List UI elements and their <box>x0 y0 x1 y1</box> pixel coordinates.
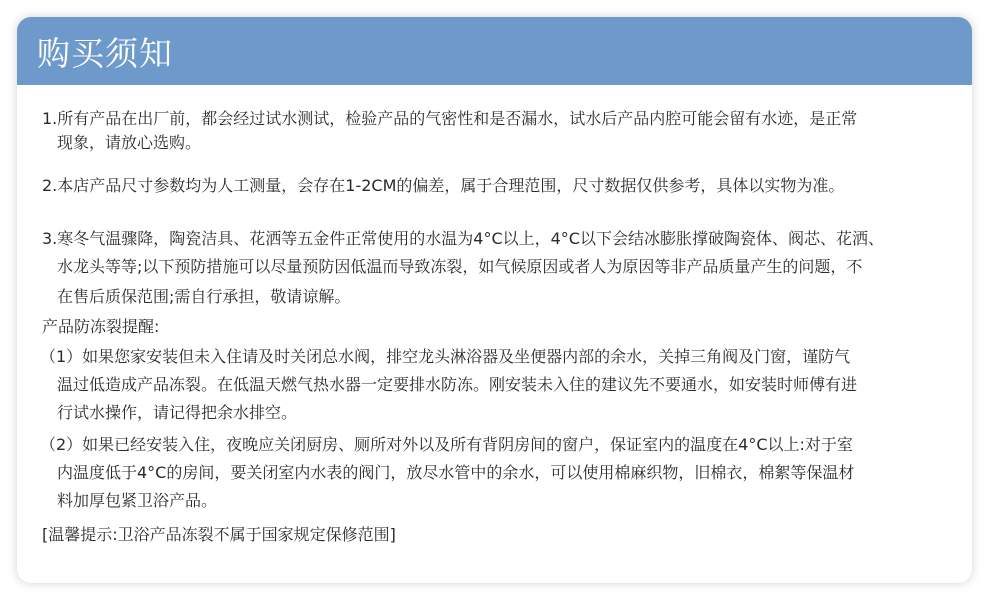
note-3-line-1: 3.寒冬气温骤降，陶瓷洁具、花洒等五金件正常使用的水温为4°C以上，4°C以下会结冰膨胀撑破陶瓷体、阀芯、花洒、 <box>42 229 884 248</box>
note-1-line-1: 1.所有产品在出厂前，都会经过试水测试，检验产品的气密性和是否漏水，试水后产品内腔可能会留有水迹，是正常 <box>42 109 858 128</box>
page-title: 购买须知 <box>37 33 173 73</box>
note-3-line-3: 在售后质保范围;需自行承担，敬请谅解。 <box>57 287 351 306</box>
notice-header <box>17 17 972 85</box>
note-1-line-2: 现象，请放心选购。 <box>57 133 202 152</box>
reminder-item-1-line-2: 温过低造成产品冻裂。在低温天燃气热水器一定要排水防冻。刚安装未入住的建议先不要通水，如安装时师傅有进 <box>57 375 858 394</box>
reminder-item-2-line-3: 料加厚包紧卫浴产品。 <box>57 491 218 510</box>
footer-warm-tip: [温馨提示:卫浴产品冻裂不属于国家规定保修范围] <box>42 525 396 544</box>
reminder-item-1-line-3: 行试水操作，请记得把余水排空。 <box>57 403 298 422</box>
reminder-item-2-line-1: （2）如果已经安装入住，夜晚应关闭厨房、厕所对外以及所有背阴房间的窗户，保证室内的温度在4°C以上:对于室 <box>40 435 853 454</box>
reminder-item-2-line-2: 内温度低于4°C的房间，要关闭室内水表的阀门，放尽水管中的余水，可以使用棉麻织物，旧棉衣，棉絮等保温材 <box>57 463 855 482</box>
purchase-notice-card <box>17 17 972 583</box>
note-2: 2.本店产品尺寸参数均为人工测量，会存在1-2CM的偏差，属于合理范围，尺寸数据仅供参考，具体以实物为准。 <box>42 176 845 195</box>
reminder-item-1-line-1: （1）如果您家安装但未入住请及时关闭总水阀，排空龙头淋浴器及坐便器内部的余水，关掉三角阀及门窗，谨防气 <box>40 347 851 366</box>
reminder-heading: 产品防冻裂提醒: <box>42 317 160 336</box>
note-3-line-2: 水龙头等等;以下预防措施可以尽量预防因低温而导致冻裂，如气候原因或者人为原因等非产品质量产生的问题，不 <box>57 257 863 276</box>
